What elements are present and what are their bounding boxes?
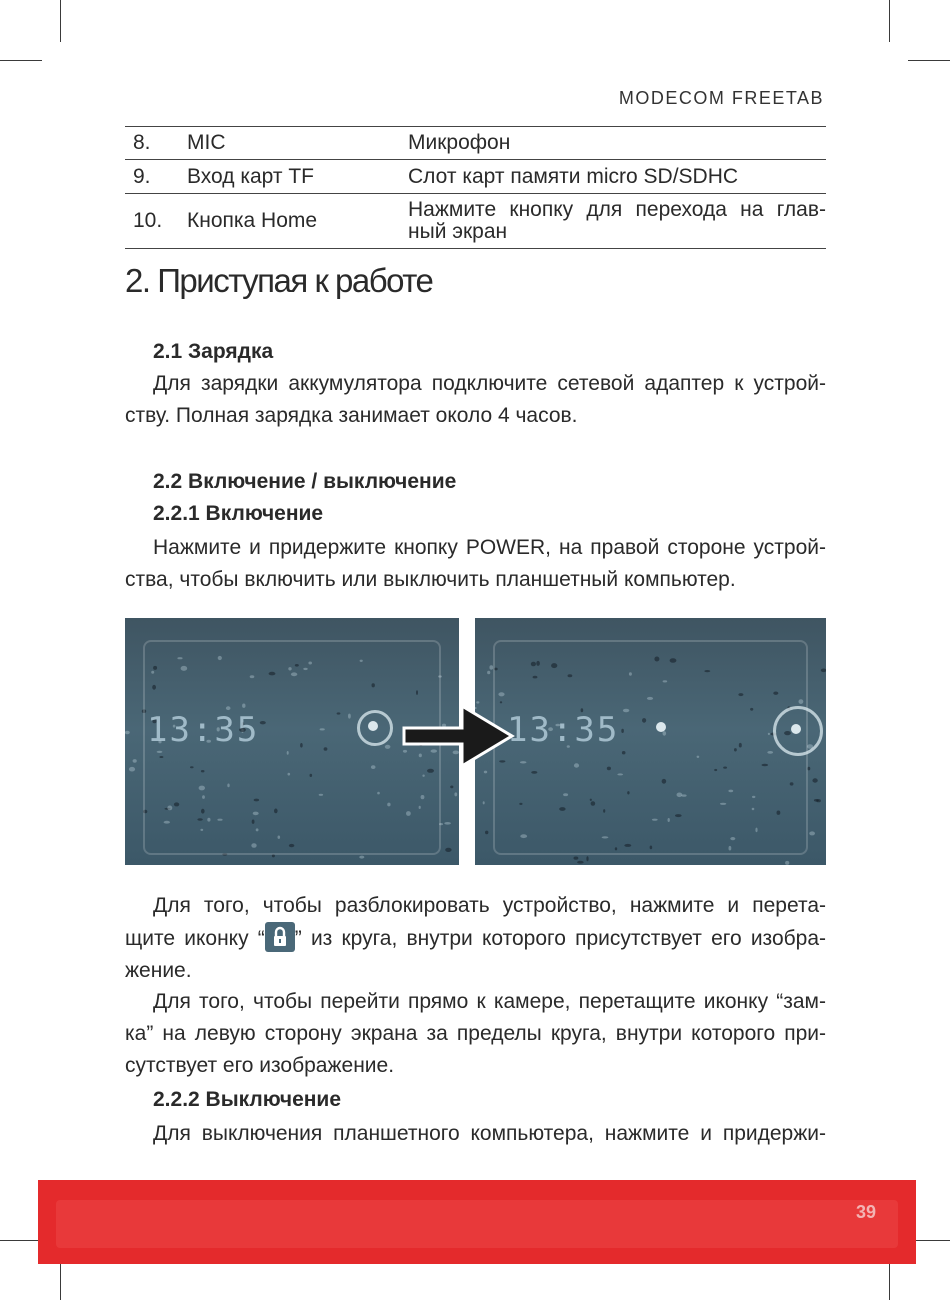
clock-time: 13:35 [147,710,260,750]
desc-line: ный экран [408,220,508,243]
raindrop [586,856,588,861]
row-name: Кнопка Home [187,209,318,232]
footer-bar [38,1180,916,1264]
brand-header: MODECOM FREETAB [618,88,824,108]
raindrop [444,822,451,825]
paragraph-line: сутствует его изображение. [125,1054,395,1077]
paragraph-line: Нажмите и придержите кнопку POWER, на правой стороне устрой- [153,536,826,559]
raindrop [129,767,135,772]
text-fragment: ” из круга, внутри которого присутствует его изобра- [294,927,826,950]
paragraph-line: ства, чтобы включить или выключить планшетный компьютер. [125,568,736,591]
crop-mark [0,60,42,61]
raindrop [574,857,579,860]
power-heading: 2.2 Включение / выключение [153,470,457,493]
power-on-heading: 2.2.1 Включение [153,502,324,525]
power-on-paragraph [125,532,826,596]
raindrop [445,848,451,852]
lock-handle-icon [368,721,378,731]
row-description: Микрофон [408,131,511,154]
raindrop [359,856,364,859]
table-row [125,160,826,194]
paragraph-line: ка” на левую сторону экрана за пределы круга, внутри которого при- [125,1022,826,1045]
row-number: 10. [133,209,163,232]
paragraph-line: Для того, чтобы перейти прямо к камере, перетащите иконку “зам- [153,990,826,1013]
raindrop [577,861,584,864]
page-number: 39 [855,1202,876,1222]
raindrop [454,792,457,796]
charging-paragraph [125,368,826,432]
raindrop [450,786,453,789]
spec-table [125,126,826,249]
ring-center-dot [791,724,801,734]
row-number: 8. [133,131,151,154]
row-name: Вход карт TF [187,164,314,188]
row-description: Слот карт памяти micro SD/SDHC [408,164,739,188]
raindrop [487,671,490,675]
paragraph-line: Для зарядки аккумулятора подключите сетевой адаптер к устрой- [153,372,826,395]
crop-mark [60,0,61,42]
crop-mark [889,0,890,42]
paragraph-line: Для того, чтобы разблокировать устройство, нажмите и перета- [153,894,826,917]
raindrop [814,799,819,802]
paragraph-line [125,922,826,955]
arrow-right-icon [398,696,518,776]
lockscreen-image-after [475,618,826,865]
row-description [408,199,826,243]
row-name: MIC [187,131,226,154]
unlock-paragraph [125,890,826,987]
lock-handle-icon [656,722,666,732]
raindrop [125,731,130,734]
clock-time: 13:35 [507,710,620,750]
lock-icon [265,922,295,952]
raindrop [485,831,488,835]
desc-line: Нажмите кнопку для перехода на глав- [408,198,826,221]
table-row [125,127,826,160]
raindrop [785,861,789,865]
crop-mark [908,60,950,61]
raindrop [812,778,817,782]
paragraph-line: Для выключения планшетного компьютера, нажмите и придержи- [153,1122,826,1145]
crop-mark [889,1258,890,1300]
crop-mark [0,1240,42,1241]
section-title: 2. Приступая к работе [125,262,433,299]
footer-inner-band [56,1200,898,1248]
paragraph-line: ству. Полная зарядка занимает около 4 часов. [125,404,578,427]
raindrop [809,831,815,835]
text-fragment: щите иконку “ [125,927,265,950]
paragraph-line: жение. [125,959,192,982]
camera-paragraph [125,986,826,1082]
raindrop [821,669,826,673]
power-off-heading: 2.2.2 Выключение [153,1088,342,1111]
raindrop [483,801,485,804]
row-number: 9. [133,164,151,188]
crop-mark [60,1258,61,1300]
raindrop [133,759,137,763]
table-row [125,194,826,249]
power-off-paragraph [125,1118,826,1150]
charging-heading: 2.1 Зарядка [153,340,274,363]
